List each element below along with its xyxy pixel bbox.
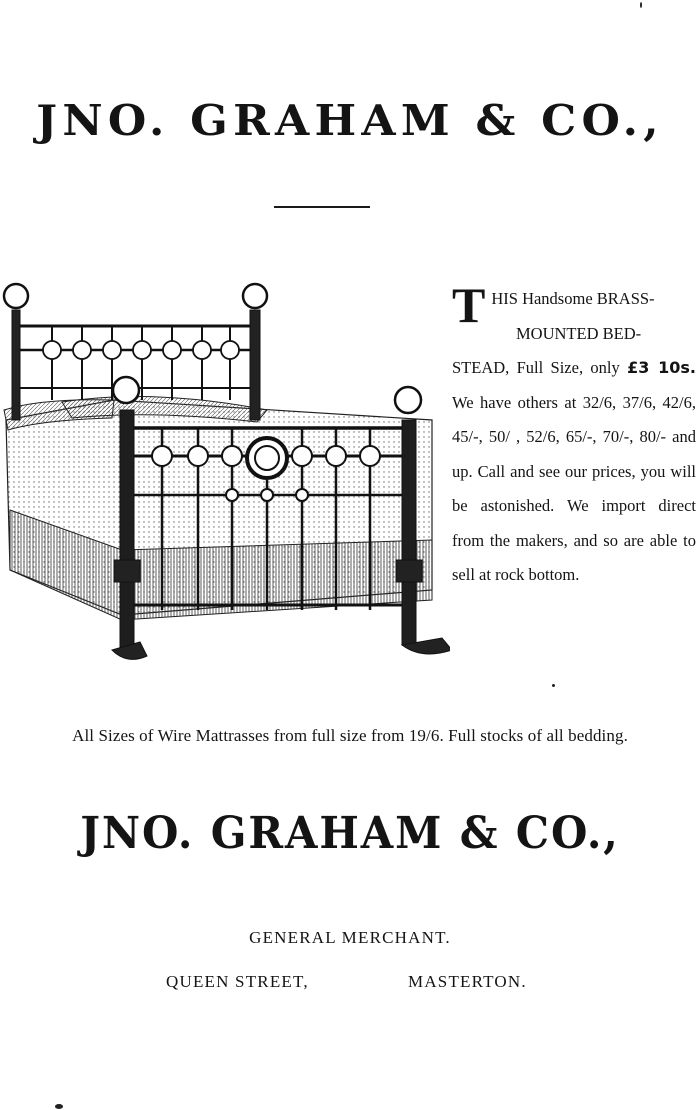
drop-cap-letter: T: [452, 277, 486, 333]
advert-line-2: MOUNTED BED-: [516, 323, 642, 343]
address-town: MASTERTON.: [408, 972, 527, 991]
advert-line-3: STEAD, Full Size, only: [452, 358, 620, 377]
merchant-title: GENERAL MERCHANT.: [249, 928, 451, 947]
company-name-footer: JNO. GRAHAM & CO.,: [80, 808, 620, 859]
divider-rule: [274, 206, 370, 208]
mattress-notice: All Sizes of Wire Mattrasses from full size from 19/6. Full stocks of all bedding.: [72, 726, 628, 745]
company-name-heading: JNO. GRAHAM & CO.,: [36, 96, 664, 145]
advert-copy: [452, 277, 697, 593]
advert-line-1: HIS Handsome BRASS-: [491, 289, 655, 308]
print-speck: [55, 1104, 63, 1109]
address-street: QUEEN STREET,: [166, 972, 309, 991]
print-speck: [552, 684, 555, 687]
brass-bedstead-illustration: [2, 270, 450, 674]
mattress-shape: [4, 397, 432, 620]
print-speck: [640, 2, 642, 8]
advert-body: We have others at 32/6, 37/6, 42/6, 45/-, 50/ , 52/6, 65/-, 70/-, 80/- and up. Call and see our prices, you will be astonished. We import direct from the makers, and so are able to sell at rock bottom.: [452, 392, 696, 584]
advert-price: £3 10s.: [627, 358, 697, 377]
